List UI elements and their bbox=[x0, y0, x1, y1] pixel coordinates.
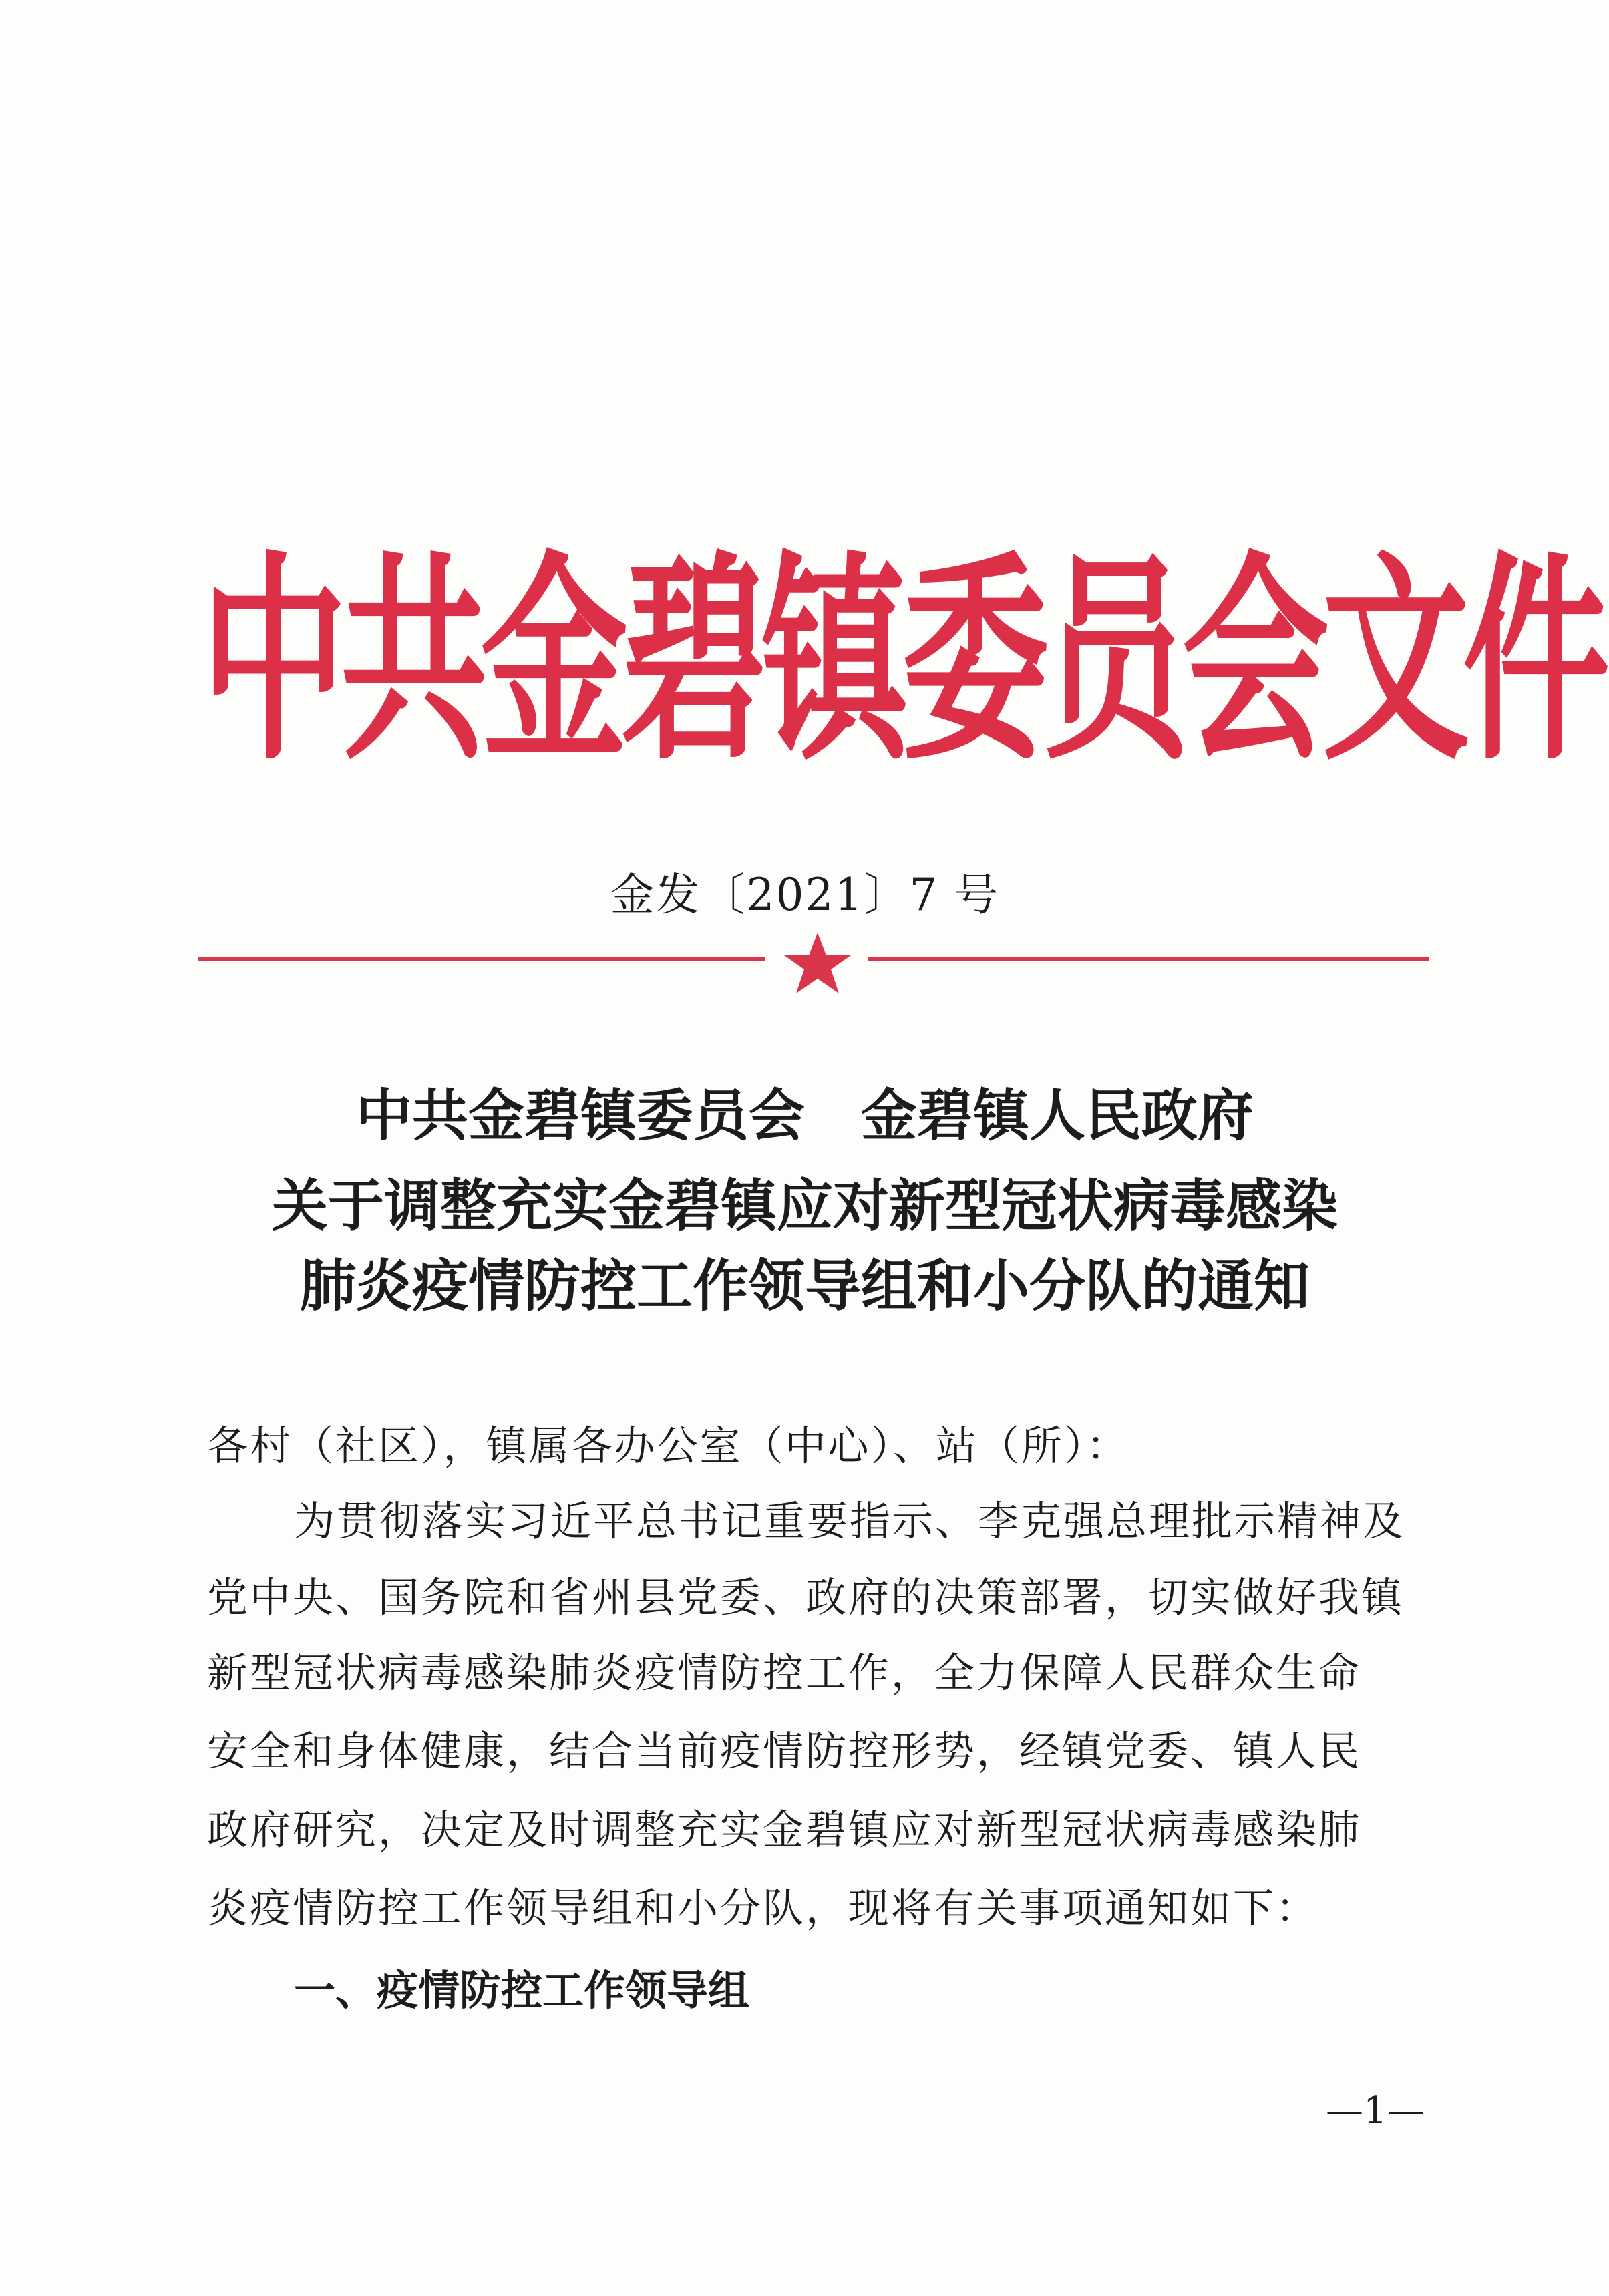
body-line: 党中央、国务院和省州县党委、政府的决策部署，切实做好我镇 bbox=[207, 1574, 1405, 1621]
body-line: 炎疫情防控工作领导组和小分队，现将有关事项通知如下： bbox=[207, 1884, 1319, 1932]
section-heading: 一、疫情防控工作领导组 bbox=[294, 1966, 750, 2015]
salutation: 各村（社区），镇属各办公室（中心）、站（所）： bbox=[207, 1422, 1129, 1470]
title-line-3: 肺炎疫情防控工作领导组和小分队的通知 bbox=[299, 1253, 1310, 1319]
page-number: —1— bbox=[1326, 2089, 1425, 2132]
body-line: 政府研究，决定及时调整充实金碧镇应对新型冠状病毒感染肺 bbox=[207, 1806, 1362, 1854]
body-line: 为贯彻落实习近平总书记重要指示、李克强总理批示精神及 bbox=[294, 1498, 1406, 1545]
title-line-1: 中共金碧镇委员会 金碧镇人民政府 bbox=[355, 1082, 1254, 1148]
red-rule-right bbox=[868, 957, 1429, 961]
body-line: 安全和身体健康，结合当前疫情防控形势，经镇党委、镇人民 bbox=[207, 1728, 1362, 1775]
body-line: 新型冠状病毒感染肺炎疫情防控工作，全力保障人民群众生命 bbox=[207, 1649, 1362, 1697]
masthead-title: 中共金碧镇委员会文件 bbox=[200, 533, 1604, 790]
red-rule-left bbox=[198, 957, 765, 961]
red-star-icon bbox=[776, 930, 859, 997]
document-number: 金发〔2021〕7 号 bbox=[610, 869, 1000, 921]
title-line-2: 关于调整充实金碧镇应对新型冠状病毒感染 bbox=[271, 1172, 1338, 1239]
